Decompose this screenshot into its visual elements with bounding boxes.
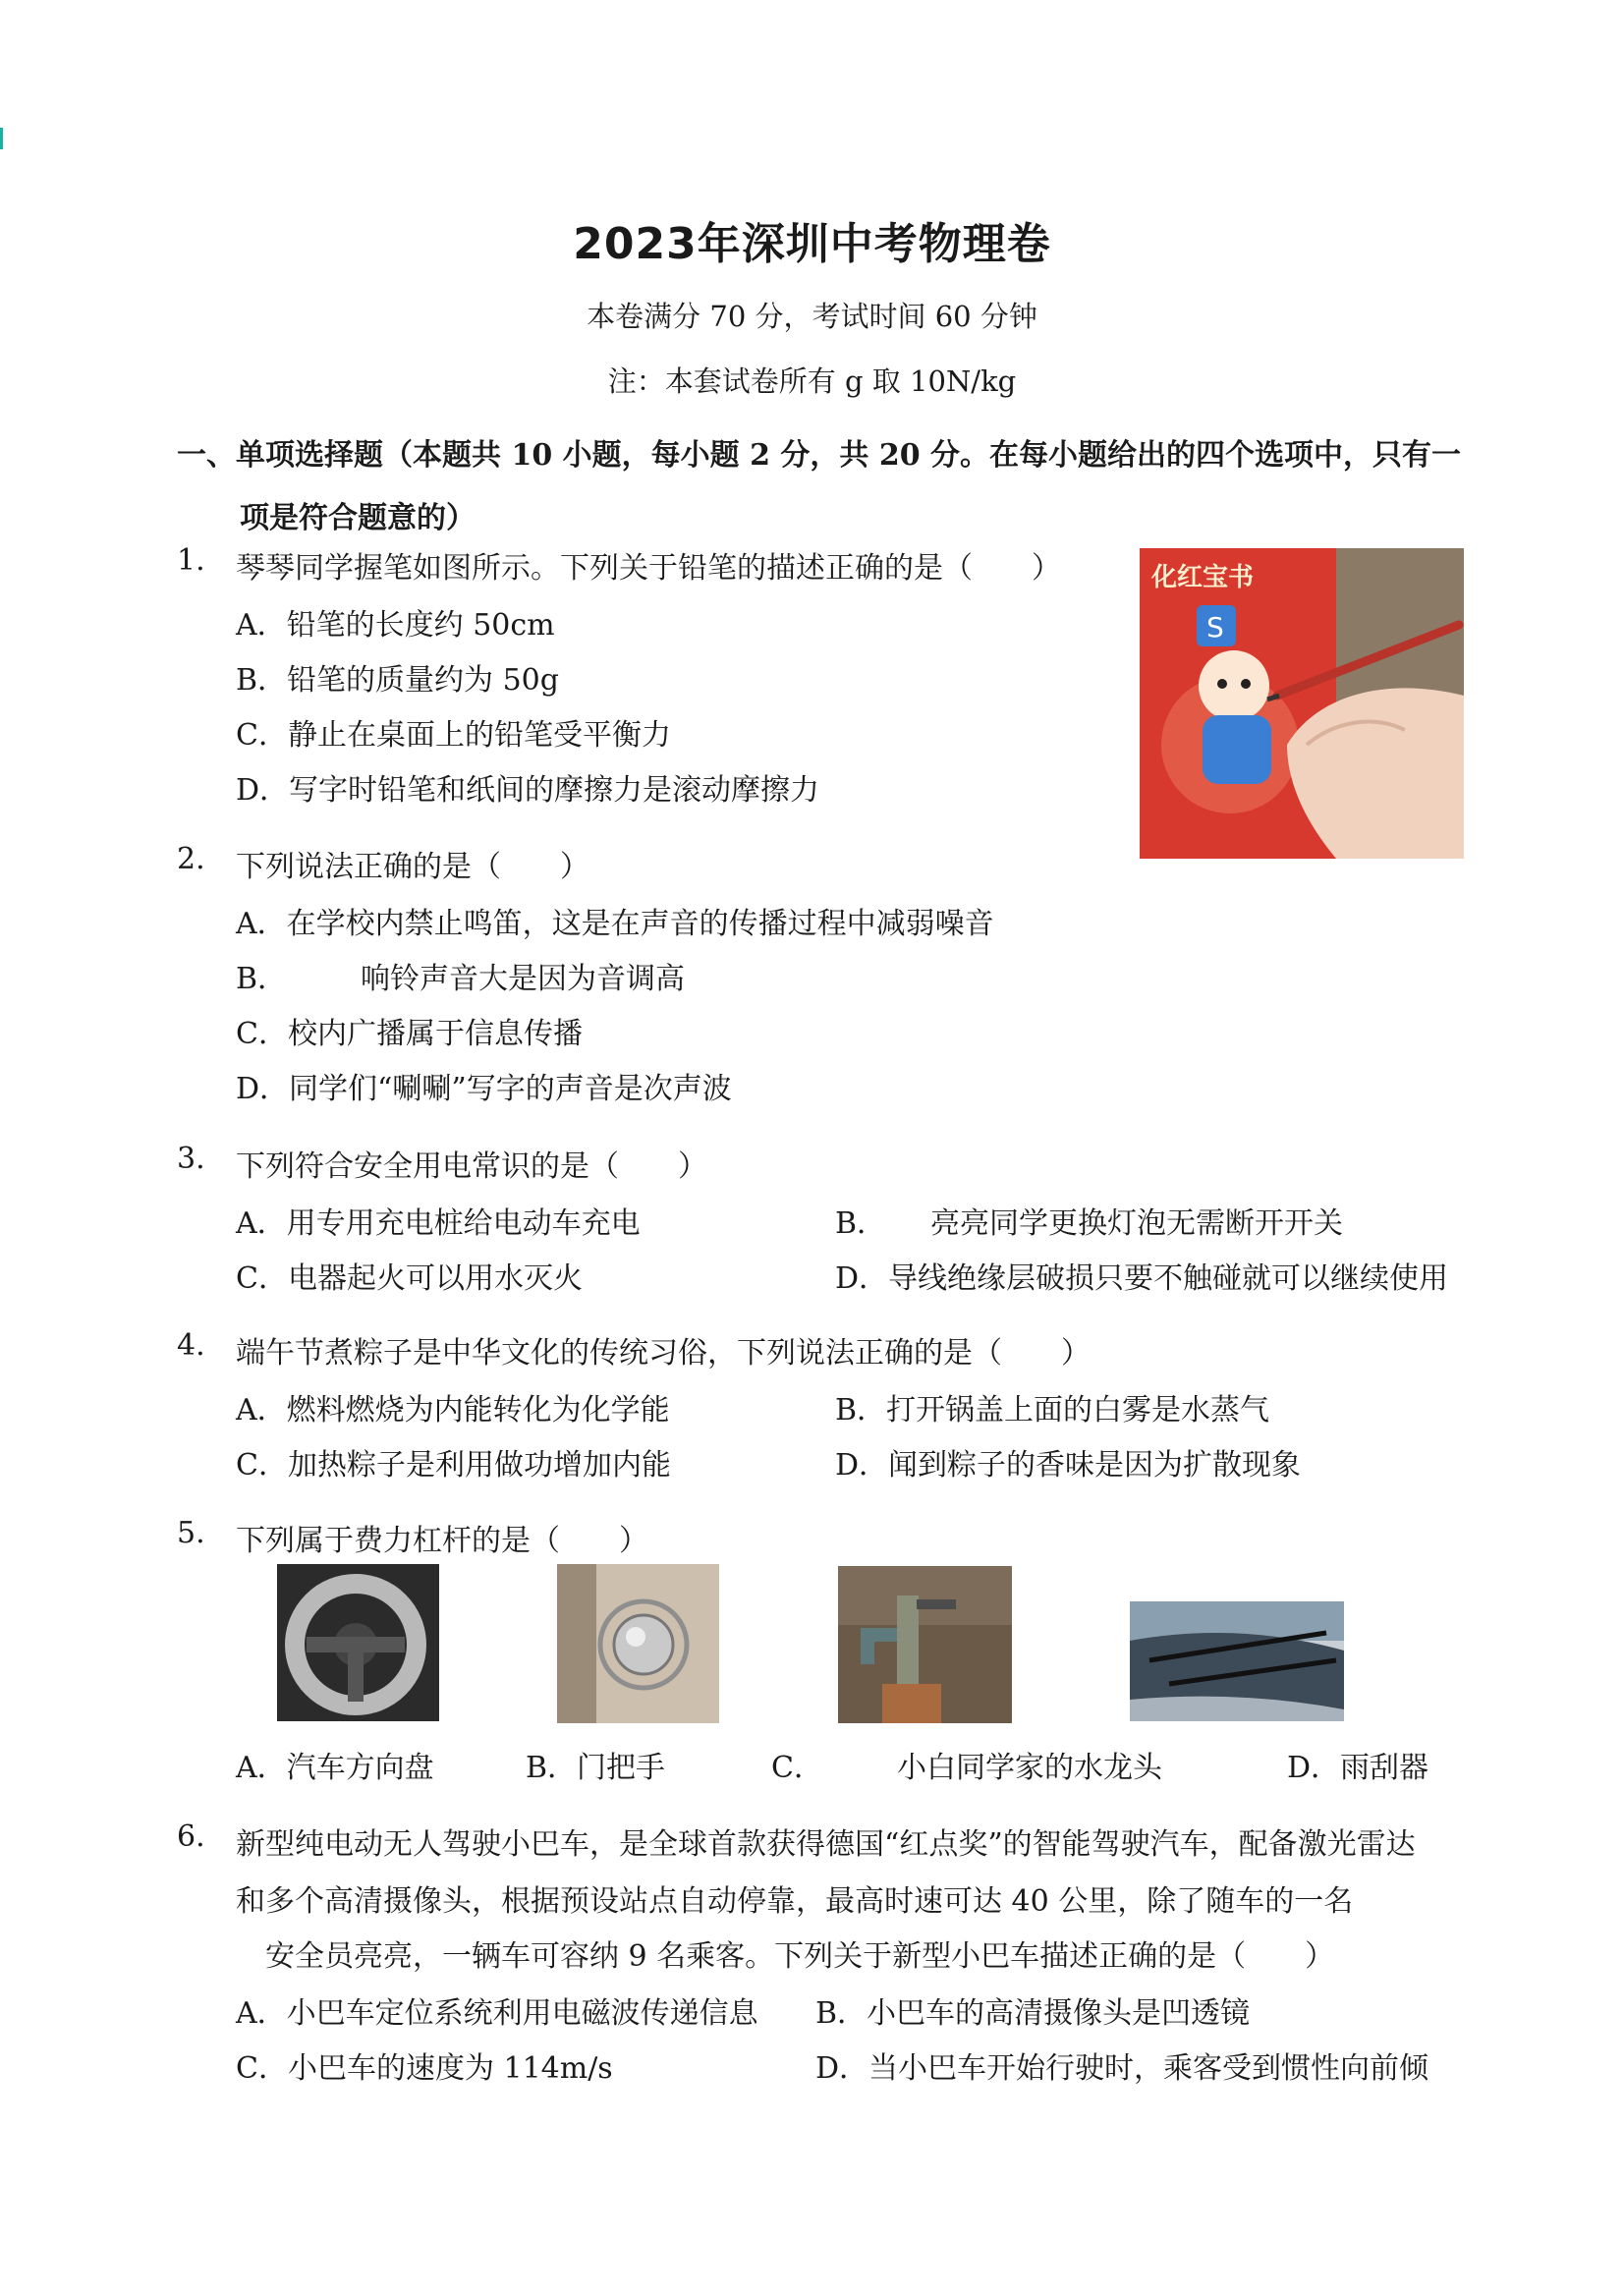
q4-option-d: D．闻到粽子的香味是因为扩散现象 [835, 1448, 1302, 1483]
question-stem-line3: 安全员亮亮，一辆车可容纳 9 名乘客。下列关于新型小巴车描述正确的是（ ） [265, 1939, 1335, 1974]
water-tap-illustration [838, 1566, 1012, 1723]
edge-mark [0, 128, 3, 149]
q6-option-d: D．当小巴车开始行驶时，乘客受到惯性向前倾 [815, 2051, 1429, 2086]
q2-option-b: B． 响铃声音大是因为音调高 [236, 962, 686, 996]
section-heading-line2: 项是符合题意的） [240, 501, 476, 535]
q6-option-a: A．小巴车定位系统利用电磁波传递信息 [236, 1996, 758, 2031]
q5-option-b: B．门把手 [526, 1751, 666, 1785]
question-stem-line1: 新型纯电动无人驾驶小巴车，是全球首款获得德国“红点奖”的智能驾驶汽车，配备激光雷达 [236, 1827, 1416, 1862]
question-stem: 下列说法正确的是（ ） [236, 850, 589, 884]
question-stem: 下列符合安全用电常识的是（ ） [236, 1149, 707, 1184]
steering-wheel-illustration [277, 1564, 439, 1721]
svg-text:S: S [1206, 611, 1224, 644]
q2-option-a: A．在学校内禁止鸣笛，这是在声音的传播过程中减弱噪音 [236, 907, 994, 941]
q4-option-a: A．燃料燃烧为内能转化为化学能 [236, 1393, 670, 1427]
question-stem-line2: 和多个高清摄像头，根据预设站点自动停靠，最高时速可达 40 公里，除了随车的一名 [236, 1884, 1354, 1919]
q3-option-d: D．导线绝缘层破损只要不触碰就可以继续使用 [835, 1261, 1449, 1296]
exam-note: 注：本套试卷所有 g 取 10N/kg [607, 364, 1017, 398]
q1-option-d: D．写字时铅笔和纸间的摩擦力是滚动摩擦力 [236, 773, 820, 808]
q1-option-c: C．静止在桌面上的铅笔受平衡力 [236, 718, 671, 753]
q6-option-c: C．小巴车的速度为 114m/s [236, 2051, 613, 2086]
question-stem: 端午节煮粽子是中华文化的传统习俗，下列说法正确的是（ ） [236, 1336, 1091, 1371]
question-number: 1. [177, 543, 205, 578]
section-heading [177, 424, 1474, 550]
wiper-photo [1130, 1601, 1344, 1721]
question-number: 5. [177, 1516, 205, 1550]
q6-option-b: B．小巴车的高清摄像头是凹透镜 [815, 1996, 1251, 2031]
q3-option-a: A．用专用充电桩给电动车充电 [236, 1206, 641, 1241]
question-number: 4. [177, 1328, 205, 1363]
q1-option-a: A．铅笔的长度约 50cm [236, 608, 555, 643]
pencil-grip-illustration [1140, 548, 1464, 859]
q1-option-b: B．铅笔的质量约为 50g [236, 663, 559, 698]
door-knob-illustration [557, 1564, 719, 1723]
question-number: 2. [177, 842, 205, 876]
question-number: 3. [177, 1142, 205, 1176]
q3-option-c: C．电器起火可以用水灭火 [236, 1261, 583, 1296]
q5-option-c: C． 小白同学家的水龙头 [771, 1751, 1162, 1785]
exam-subtitle: 本卷满分 70 分，考试时间 60 分钟 [587, 300, 1037, 333]
door-knob-photo [557, 1564, 719, 1723]
q2-option-d: D．同学们“唰唰”写字的声音是次声波 [236, 1072, 732, 1106]
q5-option-d: D．雨刮器 [1287, 1751, 1429, 1785]
section-heading-line1: 一、单项选择题（本题共 10 小题，每小题 2 分，共 20 分。在每小题给出的四个选项中，只有一 [177, 438, 1462, 473]
q4-option-b: B．打开锅盖上面的白雾是水蒸气 [835, 1393, 1270, 1427]
q2-option-c: C．校内广播属于信息传播 [236, 1017, 583, 1051]
wiper-illustration [1130, 1601, 1344, 1721]
page-title: 2023年深圳中考物理卷 [573, 219, 1051, 269]
book-title-text: 化红宝书 [1151, 563, 1255, 592]
water-tap-photo [838, 1566, 1012, 1723]
question-stem: 琴琴同学握笔如图所示。下列关于铅笔的描述正确的是（ ） [236, 551, 1061, 586]
q5-option-a: A．汽车方向盘 [236, 1751, 434, 1785]
q3-option-b: B． 亮亮同学更换灯泡无需断开开关 [835, 1206, 1344, 1241]
question-stem: 下列属于费力杠杆的是（ ） [236, 1524, 648, 1558]
pencil-grip-photo [1140, 548, 1464, 859]
question-number: 6. [177, 1819, 205, 1854]
q4-option-c: C．加热粽子是利用做功增加内能 [236, 1448, 671, 1483]
steering-wheel-photo [277, 1564, 439, 1721]
